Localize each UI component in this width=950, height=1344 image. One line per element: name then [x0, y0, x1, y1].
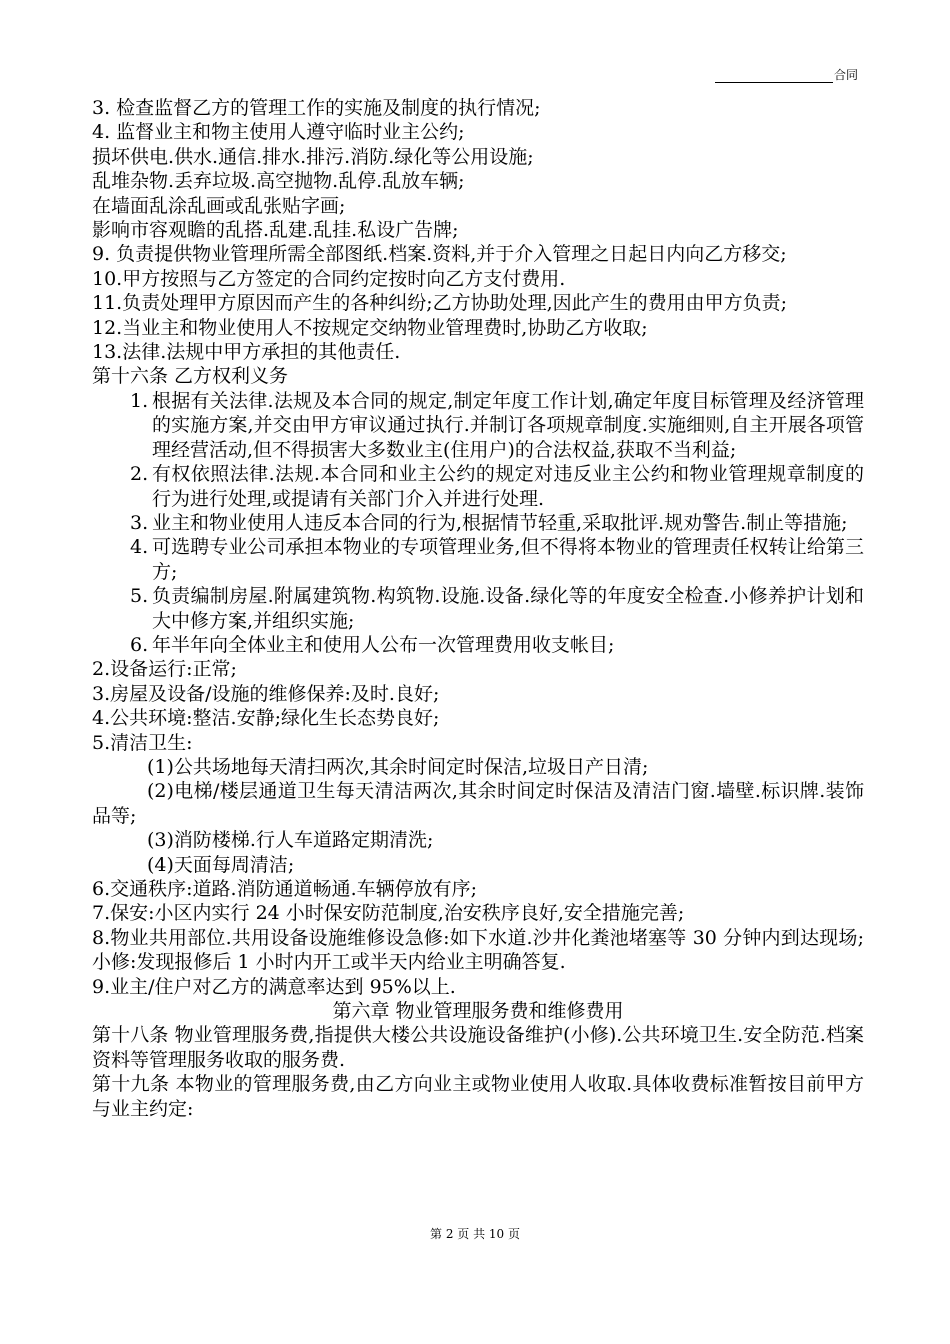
header-blank-line — [715, 70, 833, 83]
text-line: 7.保安:小区内实行 24 小时保安防范制度,治安秩序良好,安全措施完善; — [92, 902, 685, 925]
text-line: 4. 监督业主和物主使用人遵守临时业主公约; — [92, 121, 465, 144]
text-line: (3)消防楼梯.行人车道路定期清洗; — [147, 829, 434, 852]
text-line: 损坏供电.供水.通信.排水.排污.消防.绿化等公用设施; — [92, 145, 534, 168]
text-line: 13.法律.法规中甲方承担的其他责任. — [92, 341, 401, 364]
text-line: 4.公共环境:整洁.安静;绿化生长态势良好; — [92, 707, 440, 730]
text-paragraph: 11.负责处理甲方原因而产生的各种纠纷;乙方协助处理,因此产生的费用由甲方负责; — [92, 292, 788, 315]
text-paragraph: 8.物业共用部位.共用设备设施维修设急修:如下水道.沙井化粪池堵塞等 30 分钟内到达现场;小修:发现报修后 1 小时内开工或半天内给业主明确答复. — [92, 926, 864, 974]
page-header — [715, 66, 858, 83]
text-paragraph: 第十九条 本物业的管理服务费,由乙方向业主或物业使用人收取.具体收费标准暂按目前甲方与业主约定: — [92, 1073, 864, 1120]
text-line: 9.业主/住户对乙方的满意率达到 95%以上. — [92, 975, 456, 998]
text-line: 乱堆杂物.丢弃垃圾.高空抛物.乱停.乱放车辆; — [92, 170, 465, 193]
list-item: 1. 根据有关法律.法规及本合同的规定,制定年度工作计划,确定年度目标管理及经济管理的实施方案,并交由甲方审议通过执行.并制订各项规章制度.实施细则,自主开展各项管理经营活动,但不得损害大多数业主(住用户)的合法权益,获取不当利益; — [130, 389, 864, 461]
text-line: 3.房屋及设备/设施的维修保养:及时.良好; — [92, 682, 440, 705]
header-label: 合同 — [833, 68, 858, 82]
text-line: (4)天面每周清洁; — [147, 853, 295, 876]
list-item: 5. 负责编制房屋.附属建筑物.构筑物.设施.设备.绿化等的年度安全检查.小修养护计划和大中修方案,并组织实施; — [130, 585, 864, 632]
list-item: 3. 业主和物业使用人违反本合同的行为,根据情节轻重,采取批评.规劝警告.制止等措施; — [130, 511, 848, 534]
text-line: (1)公共场地每天清扫两次,其余时间定时保洁,垃圾日产日清; — [147, 755, 649, 778]
list-item: 4. 可选聘专业公司承担本物业的专项管理业务,但不得将本物业的管理责任权转让给第三方; — [130, 536, 864, 583]
text-line: 12.当业主和物业使用人不按规定交纳物业管理费时,协助乙方收取; — [92, 316, 648, 339]
text-line: 10.甲方按照与乙方签定的合同约定按时向乙方支付费用. — [92, 267, 566, 290]
text-paragraph: 第十八条 物业管理服务费,指提供大楼公共设施设备维护(小修).公共环境卫生.安全防范.档案资料等管理服务收取的服务费. — [92, 1024, 864, 1071]
document-body — [92, 96, 864, 1121]
list-item: 6. 年半年向全体业主和使用人公布一次管理费用收支帐目; — [130, 633, 615, 656]
text-line: 5.清洁卫生: — [92, 731, 193, 754]
rights-list — [92, 389, 864, 657]
text-line: 影响市容观瞻的乱搭.乱建.乱挂.私设广告牌; — [92, 219, 459, 242]
text-paragraph: (2)电梯/楼层通道卫生每天清洁两次,其余时间定时保洁及清洁门窗.墙壁.标识牌.装饰品等; — [92, 780, 864, 827]
chapter-heading: 第六章 物业管理服务费和维修费用 — [332, 1000, 624, 1023]
list-item: 2. 有权依照法律.法规.本合同和业主公约的规定对违反业主公约和物业管理规章制度的行为进行处理,或提请有关部门介入并进行处理. — [130, 463, 864, 510]
text-line: 6.交通秩序:道路.消防通道畅通.车辆停放有序; — [92, 878, 478, 900]
text-line: 3. 检查监督乙方的管理工作的实施及制度的执行情况; — [92, 97, 541, 119]
article-heading: 第十六条 乙方权利义务 — [92, 365, 289, 388]
text-line: 2.设备运行:正常; — [92, 658, 237, 681]
text-paragraph: 9. 负责提供物业管理所需全部图纸.档案.资料,并于介入管理之日起日内向乙方移交; — [92, 243, 787, 266]
text-line: 在墙面乱涂乱画或乱张贴字画; — [92, 194, 346, 217]
page-number: 第 2 页 共 10 页 — [430, 1227, 520, 1241]
